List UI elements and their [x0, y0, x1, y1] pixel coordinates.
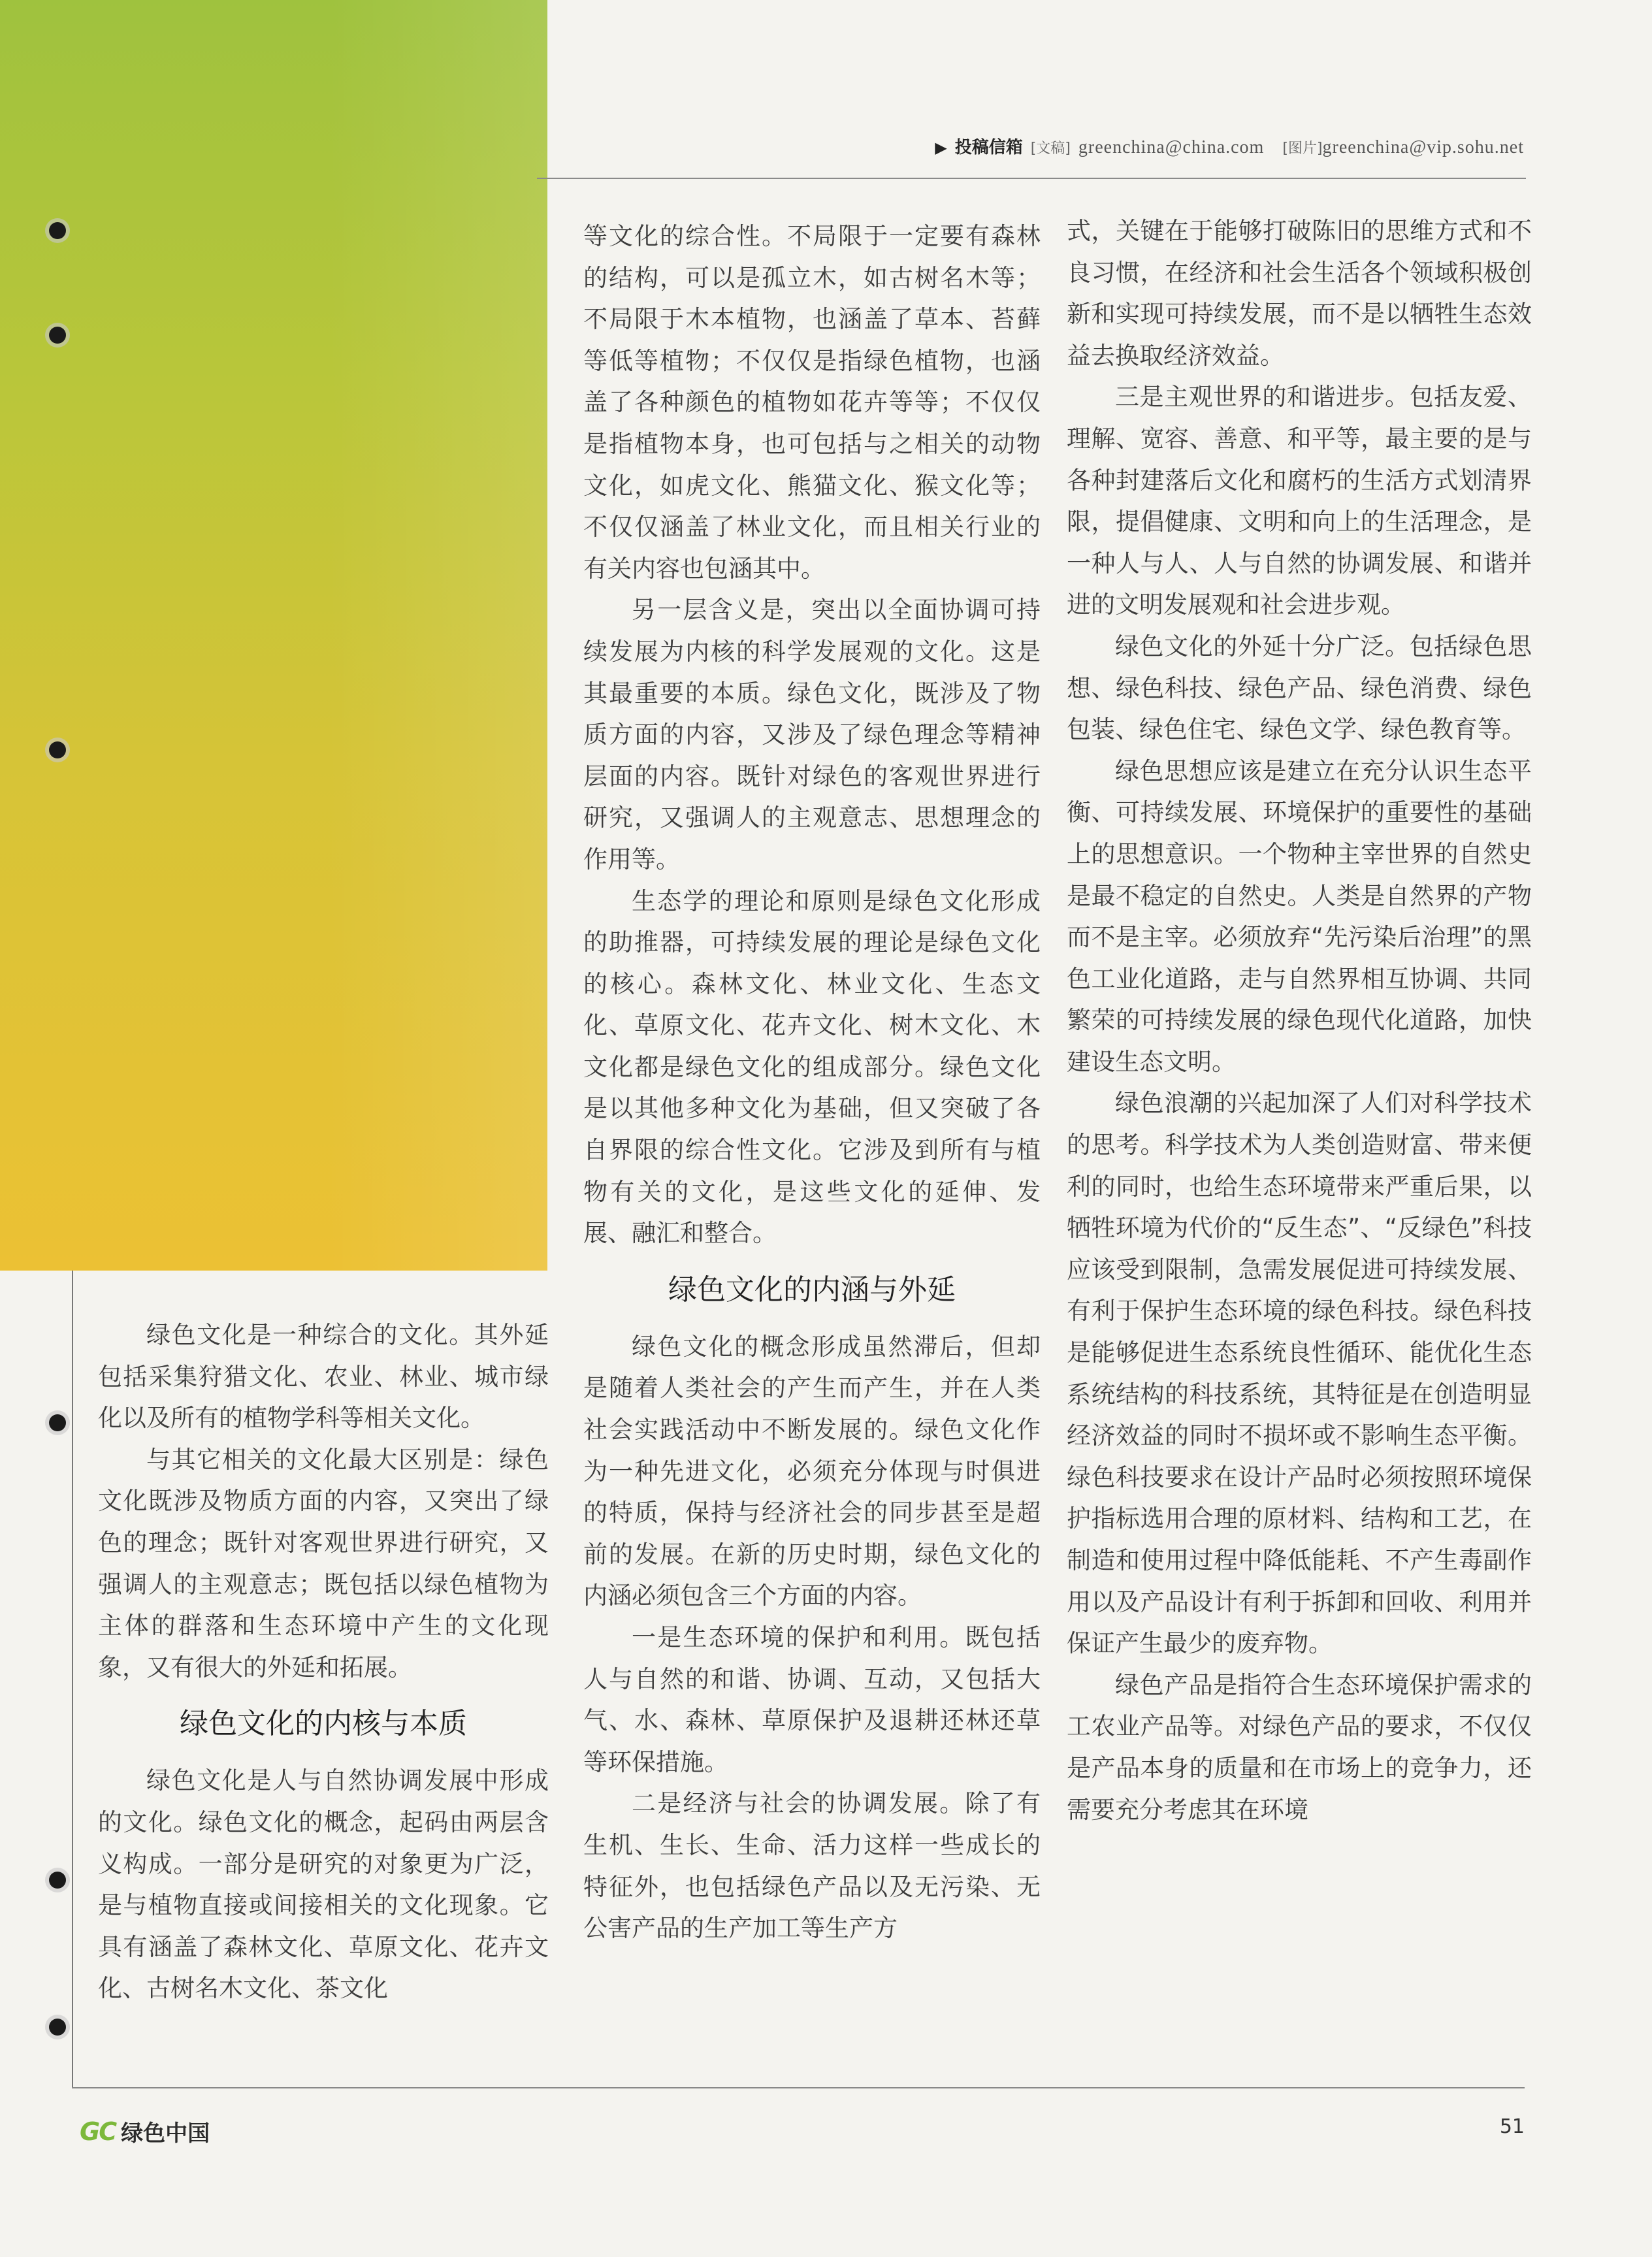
binder-hole-6: [49, 2019, 66, 2036]
header-label: 投稿信箱: [954, 138, 1023, 157]
paragraph: 二是经济与社会的协调发展。除了有生机、生长、生命、活力这样一些成长的特征外，也包括绿色产品以及无污染、无公害产品的生产加工等生产方: [583, 1789, 1041, 1943]
text-tag: [文稿]: [1030, 140, 1071, 157]
submission-header: [935, 134, 1524, 160]
binder-hole-3: [49, 741, 66, 758]
paragraph: 绿色文化是人与自然协调发展中形成的文化。绿色文化的概念，起码由两层含义构成。一部分是研究的对象更为广泛，是与植物直接或间接相关的文化现象。它具有涵盖了森林文化、草原文化、花卉文化、古树名木文化、茶文化: [98, 1766, 549, 2003]
paragraph: 一是生态环境的保护和利用。既包括人与自然的和谐、协调、互动，又包括大气、水、森林、草原保护及退耕还林还草等环保措施。: [583, 1623, 1041, 1776]
paragraph: 绿色浪潮的兴起加深了人们对科学技术的思考。科学技术为人类创造财富、带来便利的同时，也给生态环境带来严重后果，以牺牲环境为代价的“反生态”、“反绿色”科技应该受到限制，急需发展促进可持续发展、有利于保护生态环境的绿色科技。绿色科技是能够促进生态系统良性循环、能优化生态系统结构的科技系统，其特征是在创造明显经济效益的同时不损坏或不影响生态平衡。绿色科技要求在设计产品时必须按照环境保护指标选用合理的原材料、结构和工艺，在制造和使用过程中降低能耗、不产生毒副作用以及产品设计有利于拆卸和回收、利用并保证产生最少的废弃物。: [1067, 1089, 1532, 1658]
binder-hole-1: [49, 222, 66, 239]
column-rule: [72, 1271, 73, 2087]
paragraph: 绿色产品是指符合生态环境保护需求的工农业产品等。对绿色产品的要求，不仅仅是产品本身的质量和在市场上的竞争力，还需要充分考虑其在环境: [1067, 1670, 1532, 1824]
article-column-3: [1067, 210, 1532, 1830]
triangle-icon: ▶: [935, 138, 947, 157]
paragraph: 生态学的理论和原则是绿色文化形成的助推器，可持续发展的理论是绿色文化的核心。森林文化、林业文化、生态文化、草原文化、花卉文化、树木文化、木文化都是绿色文化的组成部分。绿色文化是以其他多种文化为基础，但又突破了各自界限的综合性文化。它涉及到所有与植物有关的文化，是这些文化的延伸、发展、融汇和整合。: [583, 886, 1041, 1248]
binder-hole-2: [49, 327, 66, 344]
green-decorative-panel: [0, 0, 547, 1271]
photo-tag: [图片]: [1282, 140, 1323, 157]
paragraph: 绿色思想应该是建立在充分认识生态平衡、可持续发展、环境保护的重要性的基础上的思想意识。一个物种主宰世界的自然史是最不稳定的自然史。人类是自然界的产物而不是主宰。必须放弃“先污染后治理”的黑色工业化道路，走与自然界相互协调、共同繁荣的可持续发展的绿色现代化道路，加快建设生态文明。: [1067, 756, 1532, 1076]
header-divider: [537, 178, 1526, 179]
article-column-1: [98, 1314, 549, 2009]
paragraph: 等文化的综合性。不局限于一定要有森林的结构，可以是孤立木，如古树名木等；不局限于木本植物，也涵盖了草本、苔藓等低等植物；不仅仅是指绿色植物，也涵盖了各种颜色的植物如花卉等等；不仅仅是指植物本身，也可包括与之相关的动物文化，如虎文化、熊猫文化、猴文化等；不仅仅涵盖了林业文化，而且相关行业的有关内容也包涵其中。: [583, 222, 1041, 583]
section-heading: 绿色文化的内核与本质: [180, 1707, 467, 1741]
paragraph: 式，关键在于能够打破陈旧的思维方式和不良习惯，在经济和社会生活各个领域积极创新和实现可持续发展，而不是以牺牲生态效益去换取经济效益。: [1067, 217, 1532, 370]
text-email: greenchina@china.com: [1078, 137, 1265, 157]
photo-email: greenchina@vip.sohu.net: [1322, 137, 1524, 157]
paragraph: 另一层含义是，突出以全面协调可持续发展为内核的科学发展观的文化。这是其最重要的本质。绿色文化，既涉及了物质方面的内容，又涉及了绿色理念等精神层面的内容。既针对绿色的客观世界进行研究，又强调人的主观意志、思想理念的作用等。: [583, 596, 1041, 873]
binder-hole-4: [49, 1414, 66, 1431]
logo-text: 绿色中国: [121, 2120, 210, 2147]
magazine-logo: [80, 2115, 210, 2147]
paragraph: 绿色文化是一种综合的文化。其外延包括采集狩猎文化、农业、林业、城市绿化以及所有的植物学科等相关文化。: [98, 1321, 549, 1433]
section-heading: 绿色文化的内涵与外延: [668, 1273, 956, 1307]
paragraph: 三是主观世界的和谐进步。包括友爱、理解、宽容、善意、和平等，最主要的是与各种封建落后文化和腐朽的生活方式划清界限，提倡健康、文明和向上的生活理念，是一种人与人、人与自然的协调发展、和谐并进的文明发展观和社会进步观。: [1067, 383, 1532, 619]
binder-hole-5: [49, 1872, 66, 1889]
paragraph: 绿色文化的外延十分广泛。包括绿色思想、绿色科技、绿色产品、绿色消费、绿色包装、绿色住宅、绿色文学、绿色教育等。: [1067, 632, 1532, 744]
article-column-2: [583, 216, 1041, 1949]
page-number: 51: [1499, 2115, 1525, 2138]
footer-divider: [72, 2087, 1525, 2088]
logo-mark: GC: [80, 2117, 116, 2146]
paragraph: 绿色文化的概念形成虽然滞后，但却是随着人类社会的产生而产生，并在人类社会实践活动中不断发展的。绿色文化作为一种先进文化，必须充分体现与时俱进的特质，保持与经济社会的同步甚至是超前的发展。在新的历史时期，绿色文化的内涵必须包含三个方面的内容。: [583, 1332, 1041, 1610]
paragraph: 与其它相关的文化最大区别是：绿色文化既涉及物质方面的内容，又突出了绿色的理念；既针对客观世界进行研究，又强调人的主观意志；既包括以绿色植物为主体的群落和生态环境中产生的文化现象，又有很大的外延和拓展。: [98, 1445, 549, 1681]
